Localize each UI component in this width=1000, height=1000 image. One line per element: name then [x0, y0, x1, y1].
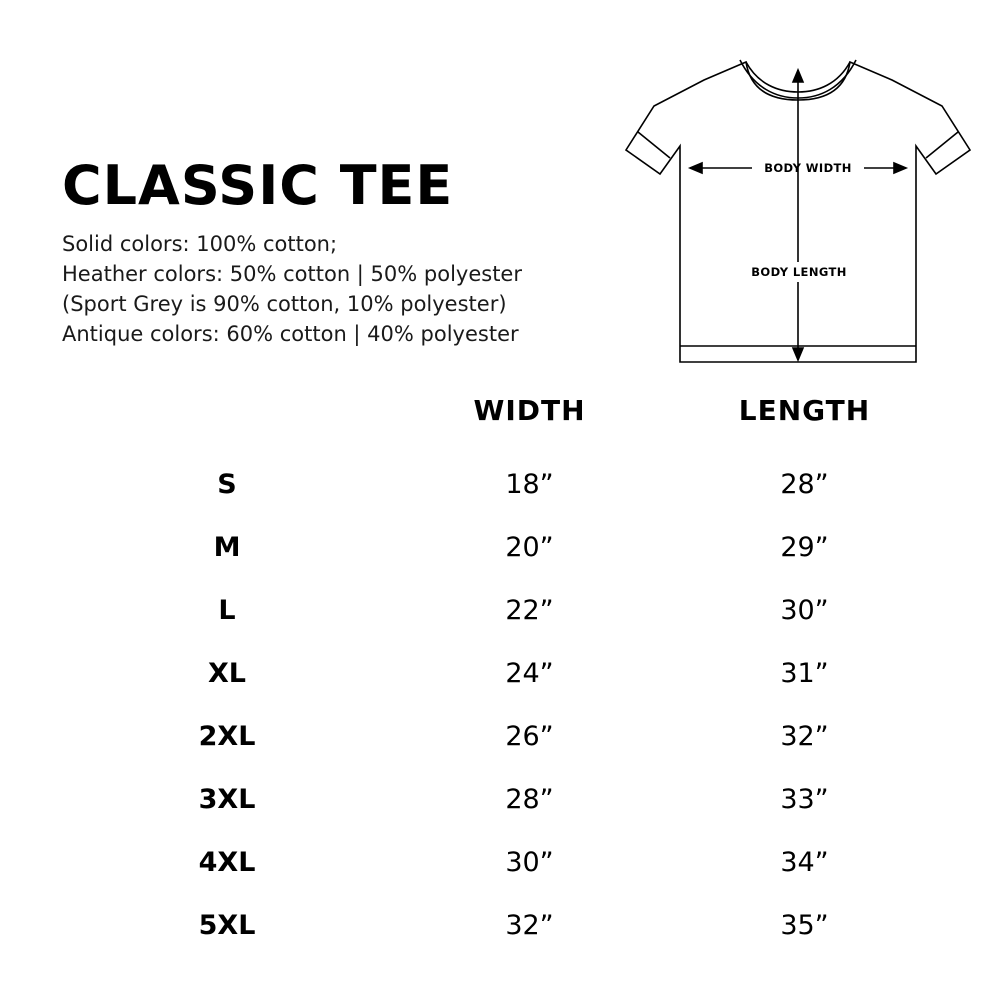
length-value: 30” [780, 595, 829, 626]
length-value: 35” [780, 910, 829, 941]
width-value: 22” [505, 595, 554, 626]
size-label: 3XL [198, 784, 256, 815]
width-value: 20” [505, 532, 554, 563]
length-value: 29” [780, 532, 829, 563]
table-row [62, 516, 942, 579]
title-block [62, 154, 622, 350]
column-header-width: WIDTH [473, 394, 586, 427]
size-label: 2XL [198, 721, 256, 752]
length-value: 34” [780, 847, 829, 878]
length-value: 33” [780, 784, 829, 815]
table-row [62, 705, 942, 768]
size-label: XL [207, 658, 247, 689]
table-row [62, 831, 942, 894]
length-value: 28” [780, 469, 829, 500]
table-row [62, 579, 942, 642]
column-header-size [62, 390, 392, 453]
page-title: CLASSIC TEE [62, 154, 454, 217]
size-label: S [217, 469, 237, 500]
spec-line-sport-grey: (Sport Grey is 90% cotton, 10% polyester) [62, 292, 507, 317]
table-header-row [62, 390, 942, 453]
spec-line-solid: Solid colors: 100% cotton; [62, 231, 338, 256]
length-value: 32” [780, 721, 829, 752]
body-length-arrow [793, 70, 803, 360]
table-row [62, 768, 942, 831]
spec-line-antique: Antique colors: 60% cotton | 40% polyester [62, 322, 519, 347]
spec-line-heather: Heather colors: 50% cotton | 50% polyester [62, 261, 522, 286]
length-value: 31” [780, 658, 829, 689]
width-value: 24” [505, 658, 554, 689]
body-width-label: BODY WIDTH [764, 161, 852, 175]
table-row [62, 453, 942, 516]
size-chart-table [62, 390, 942, 957]
column-header-length: LENGTH [738, 394, 871, 427]
tshirt-diagram [608, 34, 988, 374]
width-value: 28” [505, 784, 554, 815]
size-label: 4XL [198, 847, 256, 878]
size-label: M [213, 532, 241, 563]
body-length-label: BODY LENGTH [751, 265, 847, 279]
width-value: 32” [505, 910, 554, 941]
table-row [62, 894, 942, 957]
width-value: 30” [505, 847, 554, 878]
width-value: 26” [505, 721, 554, 752]
table-row [62, 642, 942, 705]
size-label: L [218, 595, 236, 626]
size-label: 5XL [198, 910, 256, 941]
width-value: 18” [505, 469, 554, 500]
